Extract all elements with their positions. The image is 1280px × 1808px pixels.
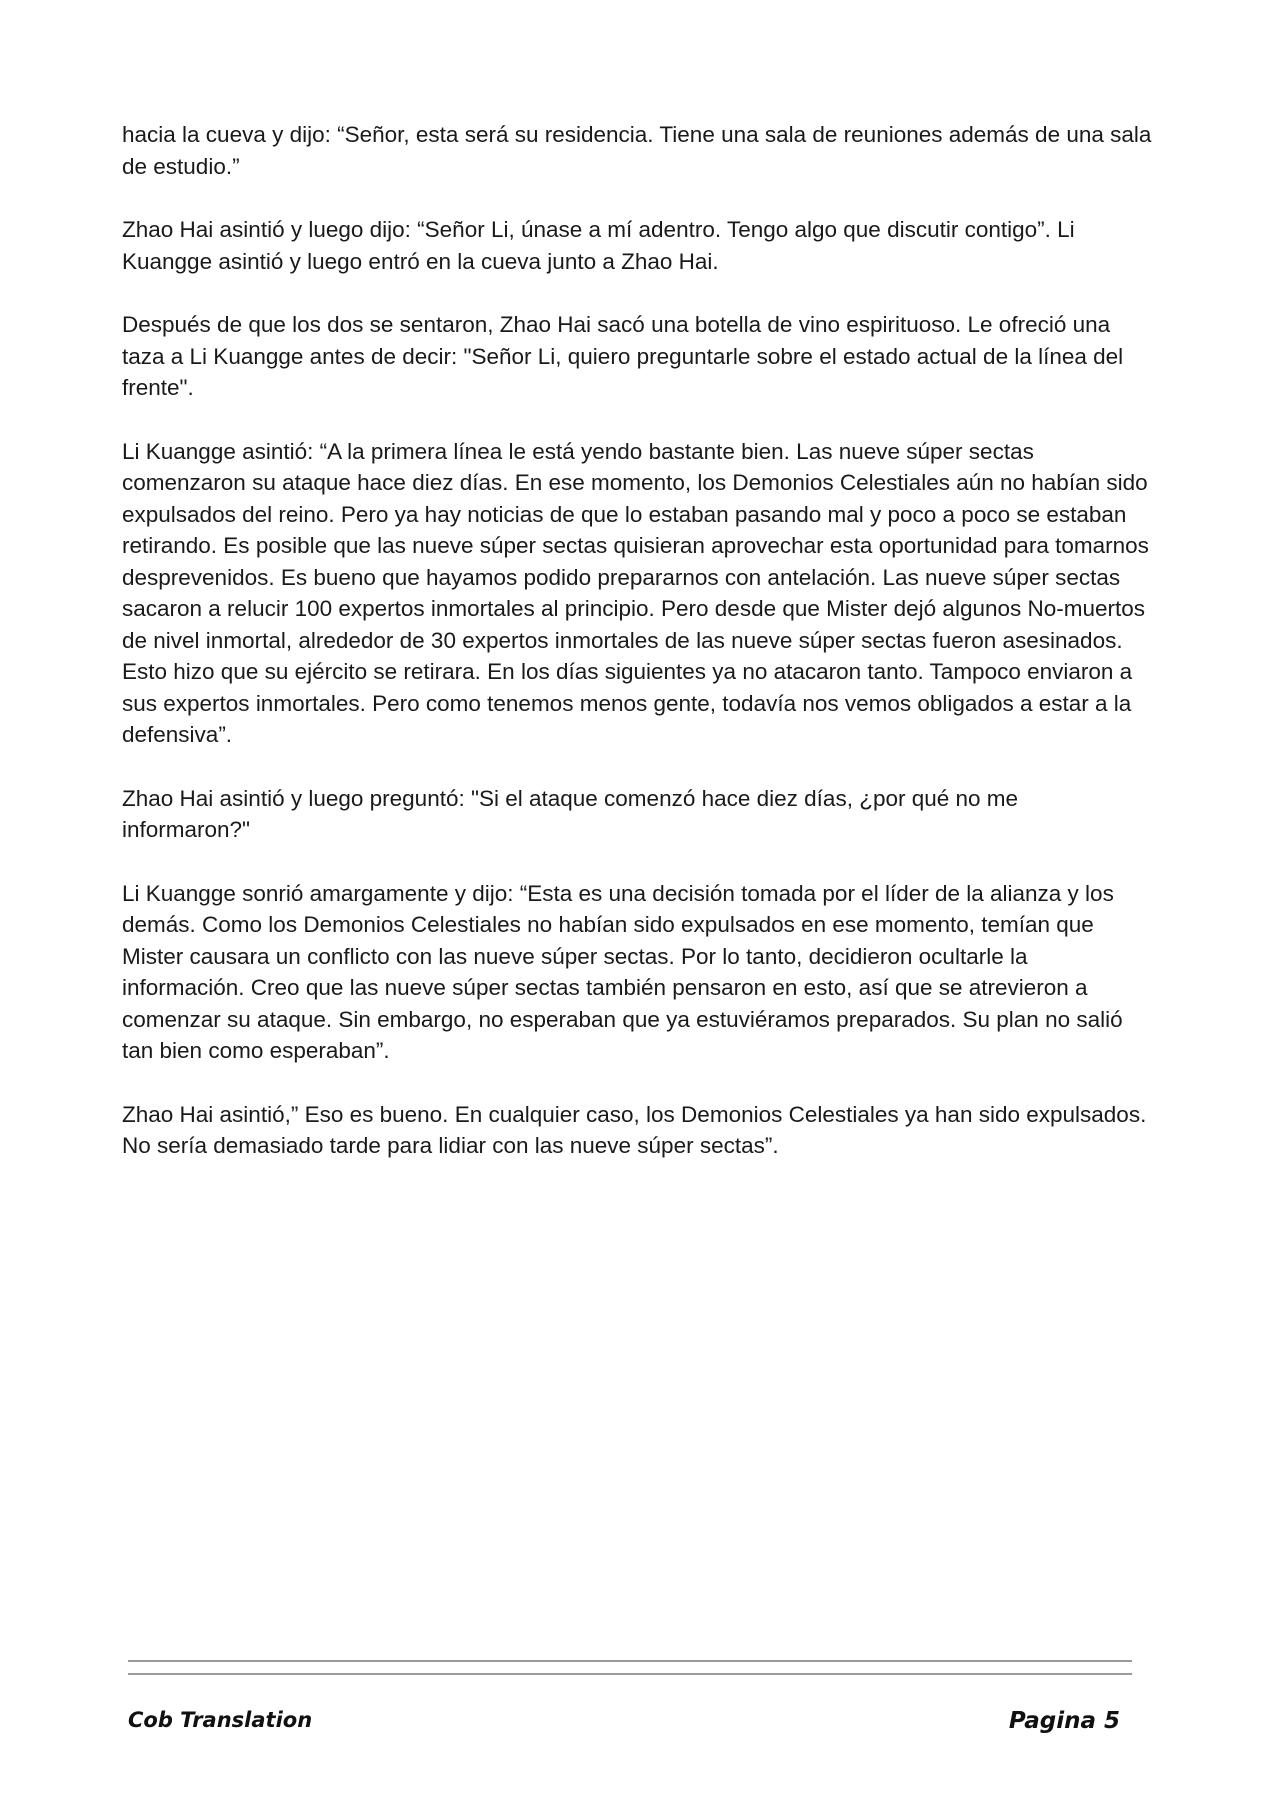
paragraph: Zhao Hai asintió,” Eso es bueno. En cualquier caso, los Demonios Celestiales ya han sido expulsados. No sería demasiado tarde para lidiar con las nueve súper sectas”. — [122, 1101, 1147, 1158]
paragraph: Zhao Hai asintió y luego preguntó: "Si el ataque comenzó hace diez días, ¿por qué no me informaron?" — [122, 785, 1019, 842]
footer-page-number: Pagina 5 — [1008, 1708, 1120, 1734]
paragraph: Li Kuangge sonrió amargamente y dijo: “Esta es una decisión tomada por el líder de la alianza y los demás. Como los Demonios Celestiales no habían sido expulsados en ese momento, temían que Mister causara un conflicto con las nueve súper sectas. Por lo tanto, decidieron ocultarle la información. Creo que las nueve súper sectas también pensaron en esto, así que se atrevieron a comenzar su ataque. Sin embargo, no esperaban que ya estuviéramos preparados. Su plan no salió tan bien como esperaban”. — [122, 880, 1123, 1063]
paragraph: hacia la cueva y dijo: “Señor, esta será su residencia. Tiene una sala de reuniones además de una sala de estudio.” — [122, 122, 1152, 179]
paragraph: Después de que los dos se sentaron, Zhao Hai sacó una botella de vino espirituoso. Le ofreció una taza a Li Kuangge antes de decir: "Señor Li, quiero preguntarle sobre el estado actual de la línea del frente". — [122, 312, 1124, 400]
footer-rule-bottom — [128, 1673, 1132, 1675]
page-body — [122, 119, 1152, 1194]
footer-divider — [128, 1660, 1132, 1675]
footer-rule-top — [128, 1660, 1132, 1662]
footer-translator-name: Cob Translation — [128, 1708, 313, 1732]
paragraph: Zhao Hai asintió y luego dijo: “Señor Li, únase a mí adentro. Tengo algo que discutir contigo”. Li Kuangge asintió y luego entró en la cueva junto a Zhao Hai. — [122, 217, 1075, 274]
paragraph: Li Kuangge asintió: “A la primera línea le está yendo bastante bien. Las nueve súper sectas comenzaron su ataque hace diez días. En ese momento, los Demonios Celestiales aún no habían sido expulsados del reino. Pero ya hay noticias de que lo estaban pasando mal y poco a poco se estaban retirando. Es posible que las nueve súper sectas quisieran aprovechar esta oportunidad para tomarnos desprevenidos. Es bueno que hayamos podido prepararnos con antelación. Las nueve súper sectas sacaron a relucir 100 expertos inmortales al principio. Pero desde que Mister dejó algunos No-muertos de nivel inmortal, alrededor de 30 expertos inmortales de las nueve súper sectas fueron asesinados. Esto hizo que su ejército se retirara. En los días siguientes ya no atacaron tanto. Tampoco enviaron a sus expertos inmortales. Pero como tenemos menos gente, todavía nos vemos obligados a estar a la defensiva”. — [122, 438, 1149, 747]
